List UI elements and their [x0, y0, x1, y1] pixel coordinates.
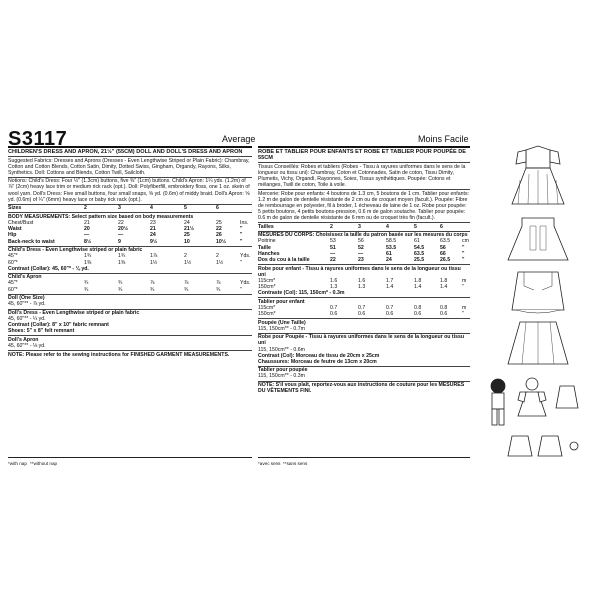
body-measurements-title: BODY MEASUREMENTS: Select pattern size based on body measurements: [8, 212, 252, 220]
doll-dress-shoes: Chaussures: Morceau de feutre de 13cm x 20cm: [258, 358, 377, 365]
doll-dress-line: 45, 60"** - ¼ yd.: [8, 316, 46, 323]
child-dress-title: Child's Dress - Even Lengthwise striped or plain fabric: [8, 246, 252, 254]
table-row: Chest/Bust 21 22 23 24 25 Ins.: [8, 220, 249, 227]
doll-line: 45, 60"** - ⅞ yd.: [8, 301, 46, 308]
table-row: Dos du cou à la taille 22 23 24 25.5 26.5 ": [258, 256, 465, 263]
sizes-row: Tailles 2 3 4 5 6: [258, 223, 443, 230]
level-french: Moins Facile: [418, 134, 469, 144]
note: NOTE: S'il vous plaît, reportez-vous aux instructions de couture pour les MESURES DU VÊTEMENTS FINI.: [258, 381, 470, 395]
english-size-table: [8, 204, 252, 358]
table-row: Poitrine 53 56 58.5 61 63.5 cm: [258, 238, 469, 245]
child-dress-title: Robe pour enfant - Tissu à rayures uniformes dans le sens de la longueur ou tissu uni: [258, 264, 470, 278]
french-fabrics: Tissus Conseillés: Robes et tabliers (Robes - Tissu à rayures uniformes dans le sens de la longueur ou tissu uni): Chambray, Coton et Cotonnades, Satin de coton, Tissu Dimity, Plumetis, Vichy, Organdi, Rayonnes, Soies, Tissus synthétiques. Poupée: Cotons et mélanges, Twill de coton, Toile à voile.: [258, 163, 466, 188]
doll-dress-title: Doll's Dress - Even Lengthwise striped or plain fabric: [8, 309, 252, 317]
body-measurements-title: MESURES DU CORPS: Choisissez la taille du patron basée sur les mesures du corps: [258, 231, 470, 239]
table-row: Waist 20 20½ 21 21½ 22 ": [8, 226, 243, 233]
doll-apron-title: Tablier pour poupée: [258, 366, 470, 374]
doll-dress-shoes: Shoes: 5" x 8" felt remnant: [8, 328, 75, 335]
table-row: Taille 51 52 53.5 54.5 56 ": [258, 244, 465, 251]
table-row: 45"* 1¾ 1¾ 1⅞ 2 2 Yds.: [8, 253, 251, 260]
table-row: Hip — — 24 25 26 ": [8, 232, 243, 239]
doll-line: 115, 150cm** - 0.7m: [258, 325, 305, 332]
table-row: 115cm* 0.7 0.7 0.7 0.8 0.8 m: [258, 304, 467, 311]
garment-illustrations: [478, 140, 600, 470]
doll-apron-title: Doll's Apron: [8, 335, 252, 343]
pattern-code: S3117: [8, 128, 68, 150]
table-row: 150cm* 0.6 0.6 0.6 0.6 0.6 ": [258, 311, 464, 317]
table-row: 45"* ¾ ¾ ⅞ ⅞ ⅞ Yds.: [8, 280, 251, 287]
english-notions: Notions: Child's Dress: Four ½" (1.3cm) buttons, five ⅜" (1cm) buttons. Child's Apron: 1¼ yds. (1.2m) of ⅞" (2cm) heavy lace trim or medium rick rack (opt.). Doll: Polyfiberfill, embroidery floss, one 1 oz. skein of wool yarn. Doll's Dress: Five small buttons, four small snaps, ⅝ yd. (0.6m) of middy braid. Doll's Apron: ⅝ yd. (0.6m) of ¼" (6mm) heavy lace or baby rick rack (opt.).: [8, 178, 250, 203]
french-size-table: [258, 222, 470, 394]
footnote-nap: *avec sens: [258, 461, 281, 466]
doll-dress-title: Robe pour Poupée - Tissu à rayures uniformes dans le sens de la longueur ou tissu uni: [258, 333, 470, 347]
level-english: Average: [222, 134, 256, 144]
collar-line: Contrast (Collar): 45, 60"* - ⅛ yd.: [8, 265, 89, 272]
child-apron-title: Tablier pour enfant: [258, 297, 470, 305]
doll-icon: [491, 379, 505, 425]
child-apron-back-icon: [512, 272, 564, 313]
table-row: 60"* ¾ ¾ ¾ ¾ ¾ ": [8, 286, 242, 293]
header-rule-en: [8, 146, 252, 148]
footnote-without-nap: **without nap: [30, 461, 58, 466]
table-row: 115cm* 1.6 1.6 1.7 1.8 1.8 m: [258, 277, 467, 284]
english-fabrics: Suggested Fabrics: Dresses and Aprons (Dresses - Even Lengthwise Striped or Plain Fabric): Chambray, Cotton and Cotton Blends, Cotton Satin, Dimity, Dotted Swiss, Gingham, Organdy, Rayons, Silks, Synthetics. Doll: Cottons and Blends, Cotton Twill, Sailcloth.: [8, 157, 250, 176]
collar-line: Contraste (Col): 115, 150cm* - 0.3m: [258, 290, 345, 297]
footnote-nap: *with nap: [8, 461, 27, 466]
footer-rule-fr: [258, 457, 470, 458]
doll-dress-collar: Contrast (Collar): 8" x 10" fabric remnant: [8, 322, 109, 329]
doll-title: Poupée (Une Taille): [258, 318, 470, 326]
doll-apron-line: 45, 60"** - ⅛ yd.: [8, 342, 46, 349]
doll-apron-line: 115, 150cm** - 0.3m: [258, 373, 305, 380]
table-row: Hanches — — 61 63.5 66 ": [258, 250, 465, 257]
doll-title: Doll (One Size): [8, 294, 252, 302]
doll-dress-collar: Contrast (Col): Morceau de tissu de 20cm x 25cm: [258, 352, 380, 359]
french-notions: Mercerie: Robe pour enfants: 4 boutons de 1.3 cm, 5 boutons de 1 cm. Tablier pour enfants: 1.2 m de galon de dentelle résistante de 2 cm ou de croquet moyen (facult.). Poupée: Fibre de rembourrage en polyester, fil à broder, 1 écheveau de laine de 1 oz. Robe pour poupée: 5 petits boutons, 4 petits boutons-pression, 0.6 m de galon soutache. Tablier pour poupée: 0.6 m de galon de dentelle résistante de 6 mm ou de croquet très fin (facult.).: [258, 190, 469, 221]
child-apron-title: Child's Apron: [8, 273, 252, 281]
french-title: ROBE ET TABLIER POUR ENFANTS ET ROBE ET TABLIER POUR POUPÉE DE 55CM: [258, 149, 467, 162]
footer-rule-en: [8, 457, 252, 458]
french-column: [258, 149, 470, 394]
child-apron-long-icon: [508, 322, 568, 364]
child-dress-icon: [512, 146, 564, 204]
doll-dress-line: 115, 150cm** - 0.6m: [258, 346, 305, 353]
note: NOTE: Please refer to the sewing instructions for FINISHED GARMENT MEASUREMENTS.: [8, 350, 252, 358]
header-rule-fr: [258, 146, 470, 148]
english-column: [8, 149, 252, 358]
doll-dress-apron-icon: [518, 378, 546, 416]
english-title: CHILDREN'S DRESS AND APRON, 21½" (55CM) DOLL AND DOLL'S DRESS AND APRON: [8, 149, 243, 155]
child-apron-front-icon: [508, 218, 568, 260]
table-row: 150cm* 1.3 1.3 1.4 1.4 1.4 ": [258, 283, 464, 290]
table-row: Back-neck to waist 8½ 9 9½ 10 10½ ": [8, 238, 243, 245]
footnote-without-nap: **sans sens: [283, 461, 308, 466]
table-row: 60"* 1⅜ 1⅜ 1½ 1½ 1½ ": [8, 259, 242, 266]
sizes-row: Sizes 2 3 4 5 6: [8, 205, 219, 212]
